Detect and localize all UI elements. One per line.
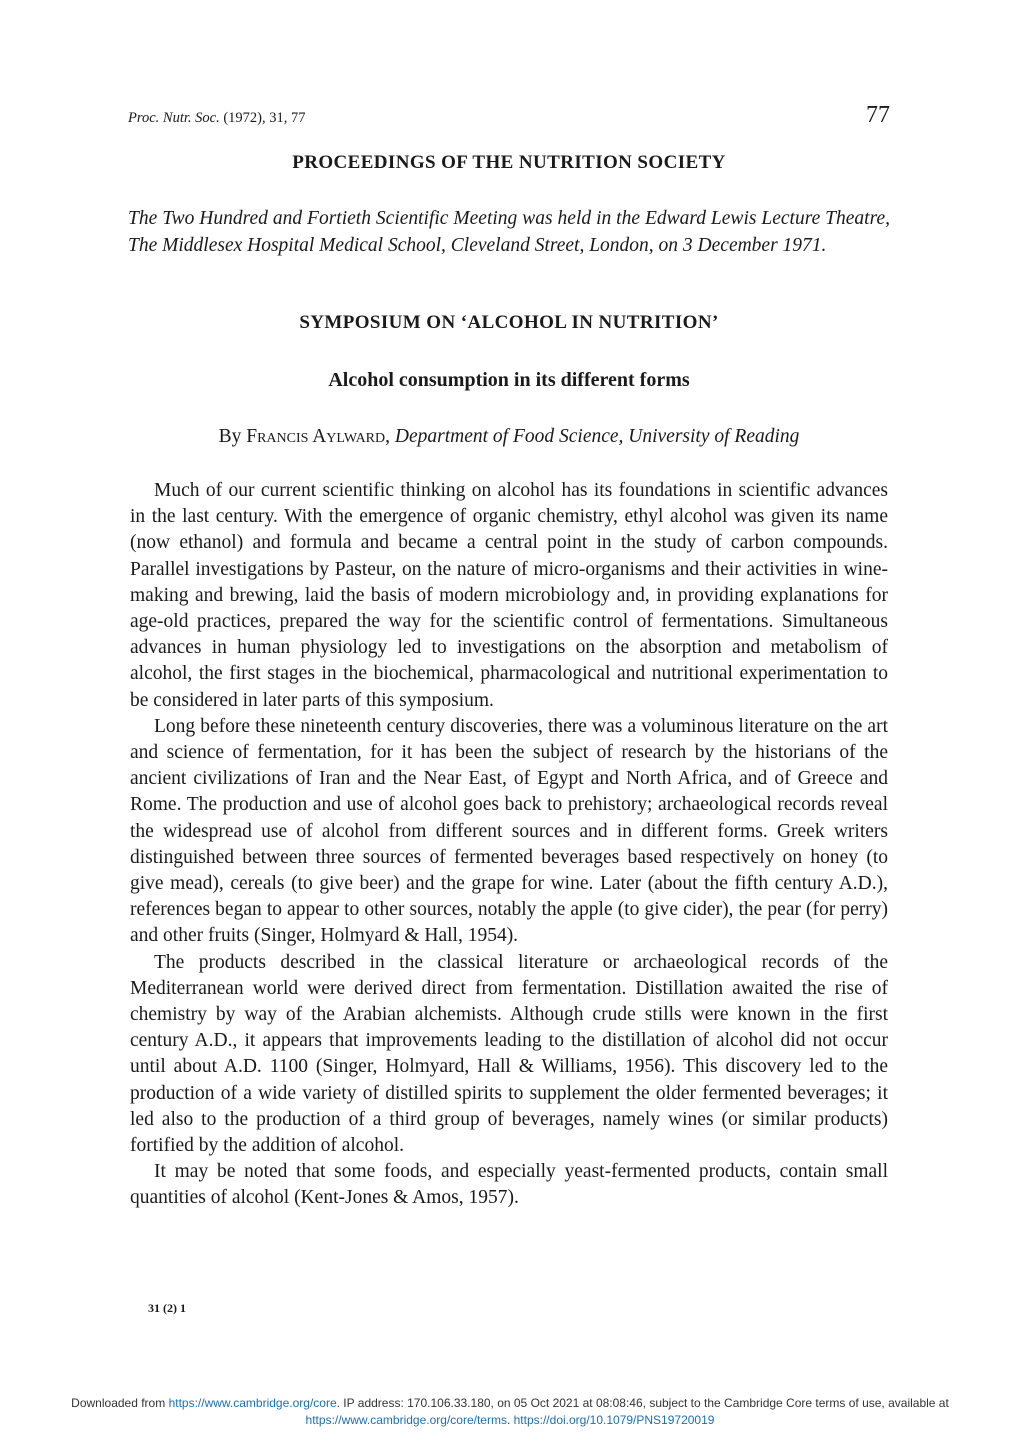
signature-mark: 31 (2) 1	[148, 1301, 186, 1315]
paragraph: Much of our current scientific thinking on alcohol has its foundations in scientific advances in the last century. With the emergence of organic chemistry, ethyl alcohol was given its name (now ethanol) and formula and became a central point in the study of carbon compounds. Parallel investigations by Pasteur, on the nature of micro-organisms and their activities in wine-making and brewing, laid the basis of modern microbiology and, in providing explanations for age-old practices, prepared the way for the scientific control of fermentations. Simultaneous advances in human physiology led to investigations on the absorption and metabolism of alcohol, the first stages in the biochemical, pharmacological and nutritional experimentation to be considered in later parts of this symposium.	[130, 480, 888, 711]
paragraph: The products described in the classical literature or archaeological records of the Mediterranean world were derived direct from fermentation. Distillation awaited the rise of chemistry by way of the Arabian alchemists. Although crude stills were known in the first century A.D., it appears that improvements leading to the distillation of alcohol did not occur until about A.D. 1100 (Singer, Holmyard, Hall & Williams, 1956). This discovery led to the production of a wide variety of distilled spirits to supplement the older fermented beverages; it led also to the production of a third group of beverages, namely wines (or similar products) fortified by the addition of alcohol.	[130, 951, 888, 1157]
page-number: 77	[866, 102, 890, 128]
running-head	[128, 102, 890, 132]
journal-heading: PROCEEDINGS OF THE NUTRITION SOCIETY	[292, 152, 726, 173]
author-name: Francis Aylward	[246, 426, 386, 447]
download-footer	[0, 1395, 1020, 1429]
footer-line-2: https://www.cambridge.org/core/terms. https://doi.org/10.1079/PNS19720019	[305, 1413, 715, 1427]
doi-link[interactable]: https://doi.org/10.1079/PNS19720019	[513, 1413, 715, 1427]
paragraph: It may be noted that some foods, and especially yeast-fermented products, contain small quantities of alcohol (Kent-Jones & Amos, 1957).	[130, 1161, 888, 1209]
footer-line-1: Downloaded from https://www.cambridge.org/core. IP address: 170.106.33.180, on 05 Oct 2021 at 08:08:46, subject to the Cambridge Core terms of use, available at	[71, 1396, 949, 1410]
symposium-title: SYMPOSIUM ON ‘ALCOHOL IN NUTRITION’	[299, 312, 719, 333]
core-link[interactable]: https://www.cambridge.org/core	[168, 1396, 337, 1410]
paragraph: Long before these nineteenth century discoveries, there was a voluminous literature on the art and science of fermentation, for it has been the subject of research by the historians of the ancient civilizations of Iran and the Near East, of Egypt and North Africa, and of Greece and Rome. The production and use of alcohol goes back to prehistory; archaeological records reveal the widespread use of alcohol from different sources and in different forms. Greek writers distinguished between three sources of fermented beverages based respectively on honey (to give mead), cereals (to give beer) and the grape for wine. Later (about the fifth century A.D.), references began to appear to other sources, notably the apple (to give cider), the pear (for perry) and other fruits (Singer, Holmyard & Hall, 1954).	[130, 715, 888, 947]
author-affiliation: Department of Food Science, University of Reading	[394, 426, 800, 447]
terms-link[interactable]: https://www.cambridge.org/core/terms	[305, 1413, 507, 1427]
byline: By Francis Aylward, Department of Food Science, University of Reading	[218, 426, 800, 447]
journal-citation: Proc. Nutr. Soc. (1972), 31, 77	[128, 110, 306, 126]
article-body	[130, 478, 888, 1212]
article-title: Alcohol consumption in its different forms	[328, 369, 690, 391]
meeting-info: The Two Hundred and Fortieth Scientific Meeting was held in the Edward Lewis Lecture Theatre, The Middlesex Hospital Medical School, Cleveland Street, London, on 3 December 1971.	[128, 208, 890, 256]
